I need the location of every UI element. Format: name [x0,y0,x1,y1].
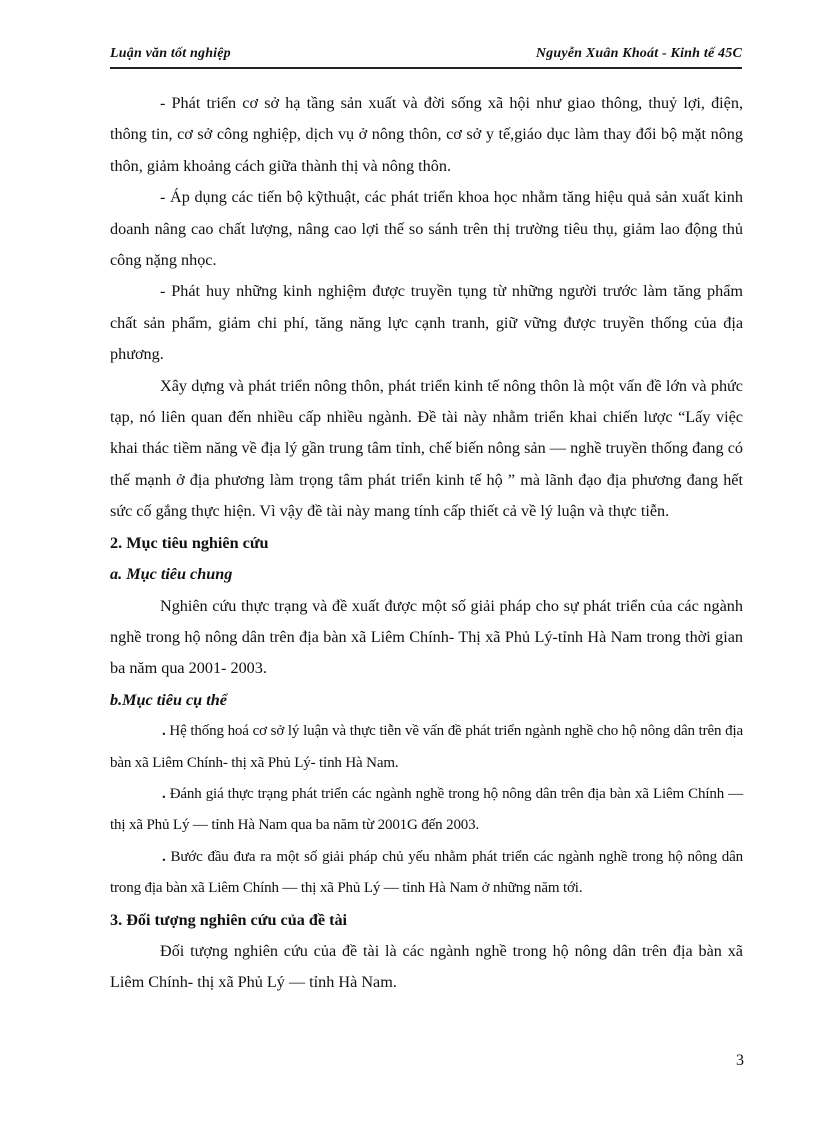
paragraph-general-objective: Nghiên cứu thực trạng và đề xuất được một số giải pháp cho sự phát triển của các ngành nghề trong hộ nông dân trên địa bàn xã Liêm Chính- Thị xã Phủ Lý-tỉnh Hà Nam trong thời gian ba năm qua 2001- 2003. [110,596,743,678]
bullet-dot: . [162,723,166,740]
page-number: 3 [736,1052,744,1069]
header-author: Nguyễn Xuân Khoát - Kinh tế 45C [535,46,742,61]
list-item [110,842,743,905]
subheading-specific-objectives: b.Mục tiêu cụ thể [110,690,227,709]
list-item-text: Đánh giá thực trạng phát triển các ngành nghề trong hộ nông dân trên địa bàn xã Liêm Chính — thị xã Phủ Lý — tỉnh Hà Nam qua ba năm từ 2001G đến 2003. [110,785,743,834]
subheading-general-objective: a. Mục tiêu chung [110,565,233,584]
page-header [110,46,742,69]
paragraph-research-subject: Đối tượng nghiên cứu của đề tài là các ngành nghề trong hộ nông dân trên địa bàn xã Liêm Chính- thị xã Phủ Lý — tỉnh Hà Nam. [110,941,743,992]
bullet-dot: . [162,785,166,802]
list-item-text: Bước đầu đưa ra một số giải pháp chủ yếu nhằm phát triển các ngành nghề trong hộ nông dân trong địa bàn xã Liêm Chính — thị xã Phủ Lý — tỉnh Hà Nam ở những năm tới. [110,848,743,897]
header-thesis-label: Luận văn tốt nghiệp [110,46,231,61]
section-heading-research-subject: 3. Đối tượng nghiên cứu của đề tài [110,910,348,929]
paragraph-technology: - Áp dụng các tiến bộ kỹthuật, các phát triển khoa học nhằm tăng hiệu quả sản xuất kinh doanh nâng cao chất lượng, nâng cao lợi thế so sánh trên thị trường tiêu thụ, giảm lao động thủ công nặng nhọc. [110,188,743,270]
paragraph-infrastructure: - Phát triển cơ sở hạ tầng sản xuất và đời sống xã hội như giao thông, thuỷ lợi, điện, thông tin, cơ sở công nghiệp, dịch vụ ở nông thôn, cơ sở y tế,giáo dục làm thay đổi bộ mặt nông thôn, giảm khoảng cách giữa thành thị và nông thôn. [110,94,743,175]
paragraph-experience: - Phát huy những kinh nghiệm được truyền tụng từ những người trước làm tăng phẩm chất sản phẩm, giảm chi phí, tăng năng lực cạnh tranh, giữ vững được truyền thống của địa phương. [110,282,743,364]
paragraph-rural-development: Xây dựng và phát triển nông thôn, phát triển kinh tế nông thôn là một vấn đề lớn và phức tạp, nó liên quan đến nhiều cấp nhiều ngành. Đề tài này nhằm triển khai chiến lược “Lấy việc khai thác tiềm năng về địa lý gần trung tâm tỉnh, chế biến nông sản — nghề truyền thống đang có thế mạnh ở địa phương làm trọng tâm phát triển kinh tế hộ ” mà lãnh đạo địa phương đang hết sức cố gắng thực hiện. Vì vậy đề tài này mang tính cấp thiết cả về lý luận và thực tiễn. [110,376,743,521]
bullet-dot: . [162,848,166,865]
section-heading-objectives: 2. Mục tiêu nghiên cứu [110,533,269,552]
list-item-text: Hệ thống hoá cơ sở lý luận và thực tiễn về vấn đề phát triển ngành nghề cho hộ nông dân trên địa bàn xã Liêm Chính- thị xã Phủ Lý- tỉnh Hà Nam. [110,723,743,771]
document-body [110,88,743,999]
list-item [110,716,743,779]
list-item [110,779,743,842]
